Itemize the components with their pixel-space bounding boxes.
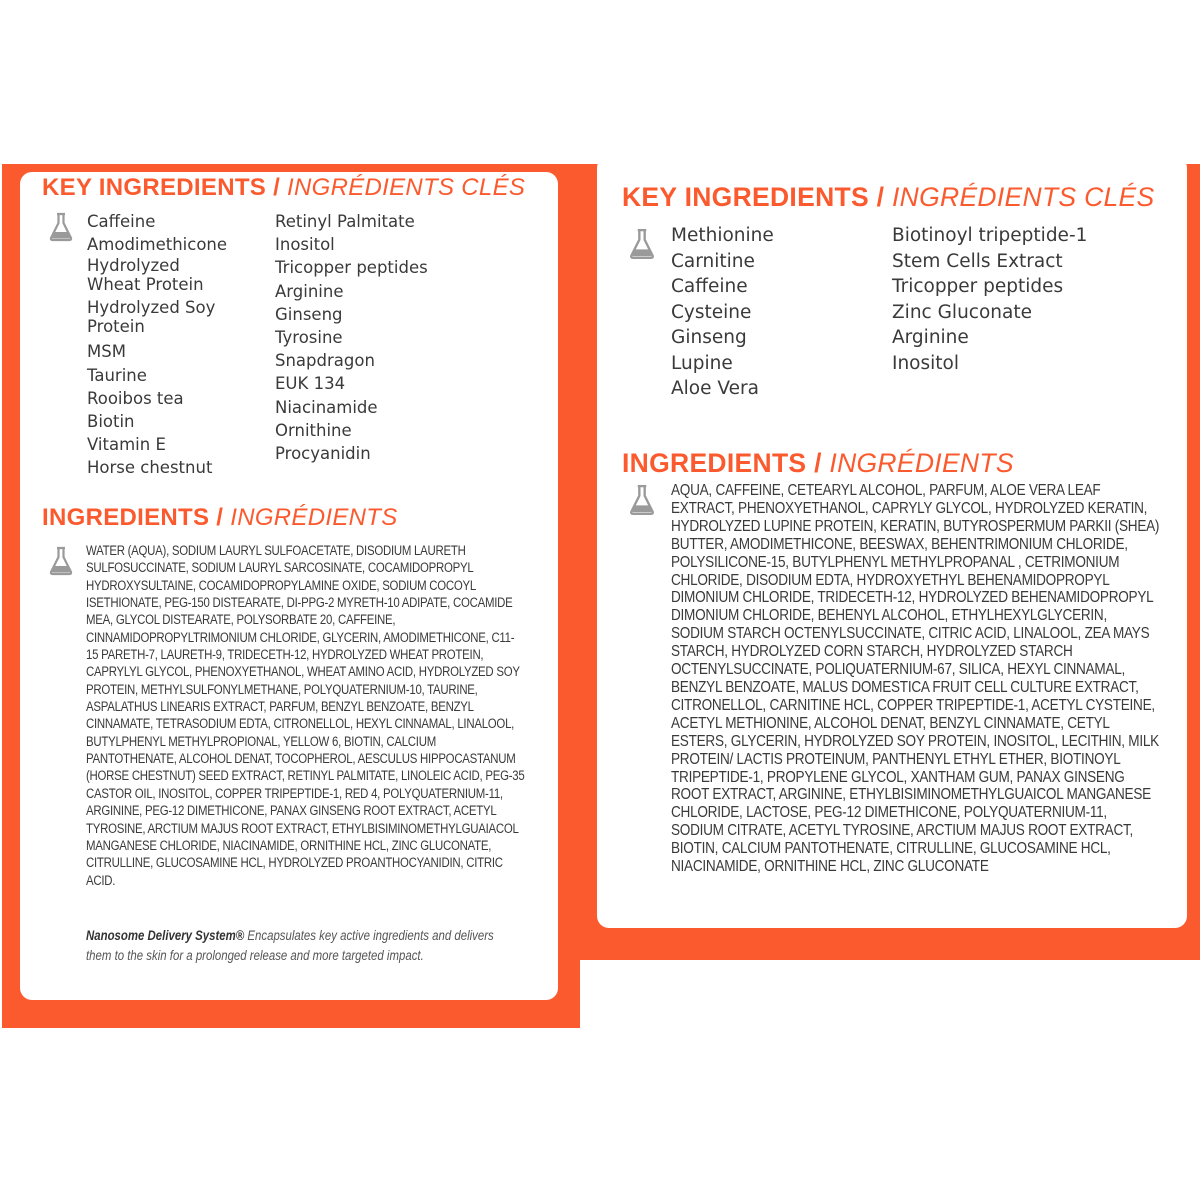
heading-en: INGREDIENTS [42, 504, 210, 531]
ingredients-heading [622, 448, 1014, 479]
key-ingredient: Arginine [275, 281, 344, 301]
key-ingredient: Vitamin E [87, 435, 166, 455]
ingredients-list: AQUA, CAFFEINE, CETEARYL ALCOHOL, PARFUM, ALOE VERA LEAF EXTRACT, PHENOXYETHANOL, CAPRYLY GLYCOL, HYDROLYZED KERATIN, HYDROLYZED LUPINE PROTEIN, KERATIN, BUTYROSPERMUM PARKII (SHEA) BUTTER, AMODIMETHICONE, BEESWAX, BEHENTRIMONIUM CHLORIDE, POLYSILICONE-15, BUTYLPHENYL METHYLPROPANAL , CETRIMONIUM CHLORIDE, DISODIUM EDTA, HYDROXYETHYL BEHENAMIDOPROPYL DIMONIUM CHLORIDE, TRIDECETH-12, HYDROLYZED BEHENAMIDOPROPYL DIMONIUM CHLORIDE, BEHENYL ALCOHOL, ETHYLHEXYLGLYCERIN, SODIUM STARCH OCTENYLSUCCINATE, CITRIC ACID, LINALOOL, ZEA MAYS STARCH, HYDROLYZED CORN STARCH, HYDROLYZED STARCH OCTENYLSUCCINATE, POLIQUATERNIUM-67, SILICA, HEXYL CINNAMAL, BENZYL BENZOATE, MALUS DOMESTICA FRUIT CELL CULTURE EXTRACT, CITRONELLOL, CARNITINE HCL, COPPER TRIPEPTIDE-1, ACETYL CYSTEINE, ACETYL METHIONINE, ALCOHOL DENAT, BENZYL CINNAMATE, CETYL ESTERS, GLYCERIN, HYDROLYZED SOY PROTEIN, INOSITOL, LECITHIN, MILK PROTEIN/ LACTIS PROTEINUM, PANTHENYL ETHYL ETHER, BIOTINOYL TRIPEPTIDE-1, PROPYLENE GLYCOL, XANTHAM GUM, PANAX GINSENG ROOT EXTRACT, ARGININE, ETHYLBISIMINOMETHYLGUAICOL MANGANESE CHLORIDE, LACTOSE, PEG-12 DIMETHICONE, POLYQUATERNIUM-11, SODIUM CITRATE, ACETYL TYROSINE, ARCTIUM MAJUS ROOT EXTRACT, BIOTIN, CALCIUM PANTOTHENATE, CITRULLINE, GLUCOSAMINE HCL, NIACINAMIDE, ORNITHINE HCL, ZINC GLUCONATE [671, 482, 1160, 876]
flask-icon [628, 228, 656, 260]
key-ingredients-heading [42, 174, 525, 202]
key-ingredient: Cysteine [671, 301, 752, 323]
key-ingredients-column-1 [87, 210, 262, 480]
key-ingredients-column-1 [671, 223, 871, 402]
key-ingredient: Procyanidin [275, 444, 371, 464]
key-ingredient: MSM [87, 342, 126, 362]
key-ingredient: Ginseng [275, 304, 343, 324]
ingredients-heading [42, 504, 398, 532]
key-ingredients-heading [622, 182, 1155, 213]
flask-icon [48, 212, 74, 242]
key-ingredient: Inositol [892, 352, 959, 374]
key-ingredient: Hydrolyzed Wheat Protein [87, 256, 204, 295]
heading-separator: / [814, 448, 822, 478]
key-ingredient: Amodimethicone [87, 235, 228, 255]
flask-icon [628, 484, 656, 516]
key-ingredient: Horse chestnut [87, 458, 213, 478]
key-ingredient: Snapdragon [275, 351, 375, 371]
key-ingredient: Inositol [275, 235, 335, 255]
heading-separator: / [273, 174, 281, 201]
heading-fr: INGRÉDIENTS CLÉS [287, 174, 526, 201]
key-ingredient: Tricopper peptides [892, 276, 1064, 297]
heading-en: KEY INGREDIENTS [622, 182, 869, 212]
key-ingredient: Carnitine [671, 250, 755, 272]
key-ingredient: Niacinamide [275, 397, 378, 417]
key-ingredient: Methionine [671, 225, 774, 246]
key-ingredient: Lupine [671, 352, 733, 374]
key-ingredient: Retinyl Palmitate [275, 212, 415, 231]
key-ingredient: Aloe Vera [671, 378, 759, 399]
key-ingredient: Arginine [892, 327, 969, 348]
heading-en: KEY INGREDIENTS [42, 174, 267, 201]
key-ingredient: Stem Cells Extract [892, 250, 1063, 272]
key-ingredient: Zinc Gluconate [892, 301, 1032, 323]
note-text: Encapsulates key active ingredients and delivers them to the skin for a prolonged release and more targeted impact. [86, 928, 494, 963]
key-ingredient: Biotinoyl tripeptide-1 [892, 225, 1088, 246]
heading-en: INGREDIENTS [622, 448, 807, 478]
heading-fr: INGRÉDIENTS [829, 448, 1014, 478]
heading-separator: / [876, 182, 885, 212]
flask-icon [48, 546, 74, 576]
heading-fr: INGRÉDIENTS [230, 504, 398, 531]
delivery-system-note [86, 926, 509, 966]
key-ingredient: Caffeine [671, 276, 748, 297]
key-ingredient: Tyrosine [275, 328, 343, 348]
key-ingredients-column-2 [892, 223, 1162, 376]
key-ingredient: Taurine [87, 365, 147, 385]
key-ingredient: Caffeine [87, 212, 156, 231]
key-ingredient: Tricopper peptides [275, 258, 428, 278]
heading-fr: INGRÉDIENTS CLÉS [892, 182, 1155, 212]
note-brand: Nanosome Delivery System® [86, 928, 245, 943]
key-ingredient: EUK 134 [275, 374, 346, 394]
key-ingredient: Ginseng [671, 327, 747, 348]
key-ingredient: Biotin [87, 412, 135, 432]
ingredients-list: WATER (AQUA), SODIUM LAURYL SULFOACETATE, DISODIUM LAURETH SULFOSUCCINATE, SODIUM LAURYL SARCOSINATE, COCAMIDOPROPYL HYDROXYSULTAINE, COCAMIDOPROPYLAMINE OXIDE, SODIUM COCOYL ISETHIONATE, PEG-150 DISTEARATE, DI-PPG-2 MYRETH-10 ADIPATE, COCAMIDE MEA, GLYCOL DISTEARATE, POLYSORBATE 20, CAFFEINE, CINNAMIDOPROPYLTRIMONIUM CHLORIDE, GLYCERIN, AMODIMETHICONE, C11-15 PARETH-7, LAURETH-9, TRIDECETH-12, HYDROLYZED WHEAT PROTEIN, CAPRYLYL GLYCOL, PHENOXYETHANOL, WHEAT AMINO ACID, HYDROLYZED SOY PROTEIN, METHYLSULFONYLMETHANE, POLYQUATERNIUM-10, TAURINE, ASPALATHUS LINEARIS EXTRACT, PARFUM, BENZYL BENZOATE, BENZYL CINNAMATE, TETRASODIUM EDTA, CITRONELLOL, HEXYL CINNAMAL, LINALOOL, BUTYLPHENYL METHYLPROPIONAL, YELLOW 6, BIOTIN, CALCIUM PANTOTHENATE, ALCOHOL DENAT, TOCOPHEROL, AESCULUS HIPPOCASTANUM (HORSE CHESTNUT) SEED EXTRACT, RETINYL PALMITATE, LINOLEIC ACID, PEG-35 CASTOR OIL, INOSITOL, COPPER TRIPEPTIDE-1, RED 4, POLYQUATERNIUM-11, ARGININE, PEG-12 DIMETHICONE, PANAX GINSENG ROOT EXTRACT, ACETYL TYROSINE, ARCTIUM MAJUS ROOT EXTRACT, ETHYLBISIMINOMETHYLGUAIACOL MANGANESE CHLORIDE, NIACINAMIDE, ORNITHINE HCL, ZINC GLUCONATE, CITRULLINE, GLUCOSAMINE HCL, HYDROLYZED PROANTHOCYANIDIN, CITRIC ACID. [86, 543, 525, 888]
heading-separator: / [216, 504, 224, 531]
key-ingredient: Hydrolyzed Soy Protein [87, 298, 216, 337]
key-ingredient: Ornithine [275, 420, 352, 440]
key-ingredients-column-2 [275, 210, 515, 465]
key-ingredient: Rooibos tea [87, 388, 184, 408]
